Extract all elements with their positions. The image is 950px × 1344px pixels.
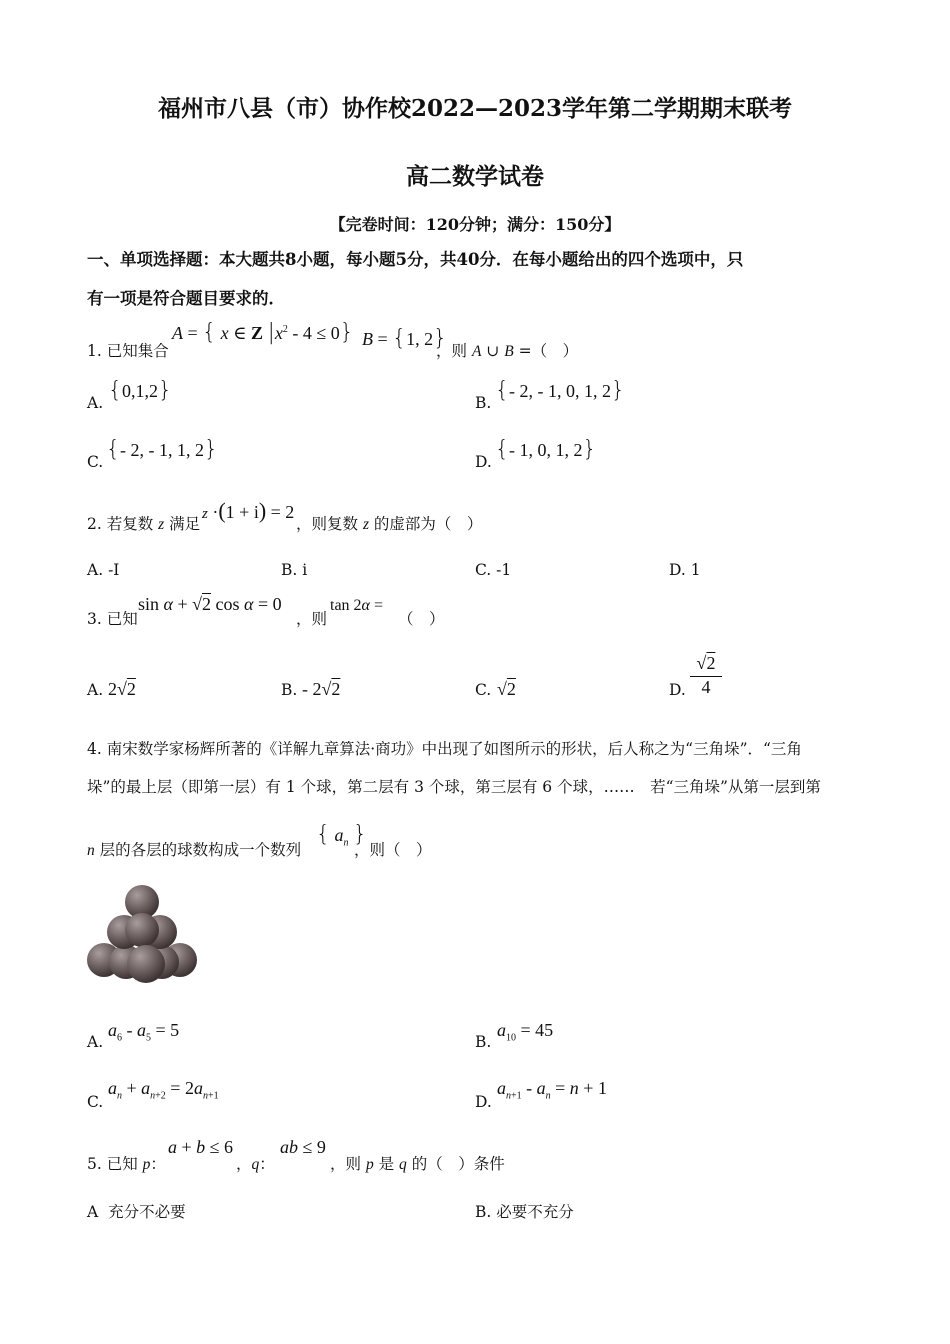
q1-set-a: A = { x ∈ Z $|x^2 - 4 \le 0$} [172, 320, 354, 345]
q4-option-b: $a_{10} = 45$ [497, 1020, 554, 1044]
q5-prefix: 5. 已知 p： [87, 1155, 166, 1173]
q2-ask: ，则复数 z 的虚部为（ ） [296, 515, 483, 533]
q3-option-b-label: B. [281, 681, 298, 699]
section-heading-line1: 一、单项选择题：本大题共8小题，每小题5分，共40分．在每小题给出的四个选项中，只 [87, 250, 744, 269]
q1-prefix: 1. 已知集合 [87, 342, 169, 360]
q1-set-b: B = {1, 2} [362, 326, 448, 351]
q4-option-d: $a_{n+1} - a_n = n + 1$ [497, 1078, 607, 1102]
page-title: 福州市八县（市）协作校2022—2023学年第二学期期末联考 [157, 95, 793, 122]
q4-option-a: $a_6 - a_5 = 5$ [108, 1020, 180, 1044]
page-subtitle: 高二数学试卷 [406, 163, 544, 190]
q1-option-d: {- 1, 0, 1, 2} [495, 437, 597, 462]
q5-q-formula: ab ≤ 9 [280, 1137, 326, 1157]
q1-option-b: {- 2, - 1, 0, 1, 2} [495, 378, 625, 403]
q1-option-c: {- 2, - 1, 1, 2} [106, 437, 218, 462]
q3-option-c-label: C. [475, 681, 492, 699]
q2-option-d: D. 1 [669, 561, 701, 579]
q5-option-b: B. 必要不充分 [475, 1203, 574, 1221]
q3-option-a-label: A. [87, 681, 104, 699]
q3-ask: （ ） [398, 610, 445, 628]
q2-prefix: 2. 若复数 z 满足 [87, 515, 201, 533]
q5-ask: ，则 p 是 q 的（ ）条件 [330, 1155, 505, 1173]
q2-option-a: A. -I [87, 561, 120, 579]
q1-option-c-label: C. [87, 453, 104, 471]
q4-option-c: $a_n + a_{n+2} = 2a_{n+1}$ [108, 1078, 219, 1102]
exam-info: 【完卷时间：120分钟；满分：150分】 [329, 215, 621, 234]
q4-line3-prefix: n 层的各层的球数构成一个数列 [87, 841, 302, 859]
q2-formula: z ·(1 + i) = 2 [202, 498, 295, 523]
q2-option-c: C. -1 [475, 561, 512, 579]
q5-mid: ，q： [236, 1155, 275, 1173]
q1-option-a-label: A. [87, 394, 104, 412]
q4-sequence: { $a_n$ } [316, 822, 367, 849]
ball-icon [125, 913, 159, 947]
q5-option-a: A 充分不必要 [87, 1203, 186, 1221]
q1-option-b-label: B. [475, 394, 492, 412]
q3-prefix: 3. 已知 [87, 610, 138, 628]
q5-p-formula: a + b ≤ 6 [168, 1137, 234, 1157]
q3-option-c: √2 [497, 679, 516, 699]
q4-option-d-label: D. [475, 1093, 492, 1111]
q3-formula: sin α + √2 cos α = 0 [138, 594, 282, 614]
q4-line3-suffix: ，则（ ） [354, 841, 432, 859]
q1-option-d-label: D. [475, 453, 492, 471]
q3-option-d-label: D. [669, 681, 686, 699]
q3-mid: ，则 [296, 610, 328, 628]
q4-option-a-label: A. [87, 1033, 104, 1051]
q4-option-b-label: B. [475, 1033, 492, 1051]
q1-option-a: {0,1,2} [108, 378, 172, 403]
section-heading-line2: 有一项是符合题目要求的． [87, 289, 285, 308]
q2-option-b: B. i [281, 561, 308, 579]
q4-line1: 4. 南宋数学家杨辉所著的《详解九章算法·商功》中出现了如图所示的形状，后人称之为“三角垛”．“三角 [87, 740, 802, 758]
q3-option-d: √2 4 [690, 653, 722, 698]
ball-icon [127, 945, 165, 983]
q1-ask: ，则 A ∪ B =（ ） [436, 342, 579, 360]
q3-target: tan 2α = [330, 597, 383, 614]
q3-option-b: - 2√2 [302, 679, 341, 699]
triangle-pile-figure [84, 878, 202, 988]
q4-option-c-label: C. [87, 1093, 104, 1111]
q3-option-a: 2√2 [108, 679, 136, 699]
q4-line2: 垛”的最上层（即第一层）有 1 个球，第二层有 3 个球，第三层有 6 个球，…… 若“三角垛”从第一层到第 [87, 778, 821, 796]
